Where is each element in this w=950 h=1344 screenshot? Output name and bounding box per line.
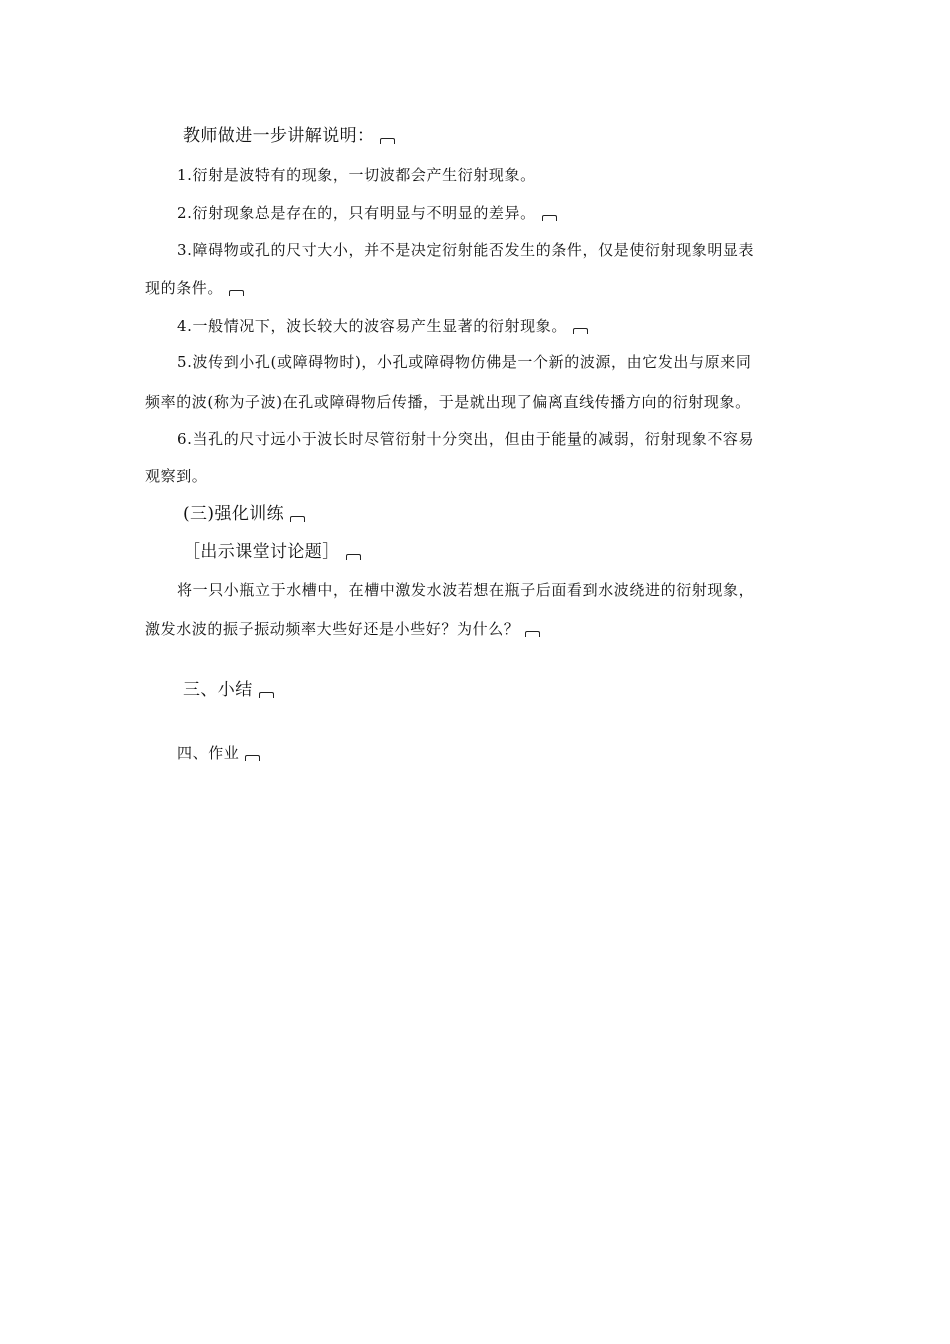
homework-heading-text: 四、作业 bbox=[177, 744, 240, 762]
section-3-heading bbox=[183, 504, 305, 524]
paragraph-mark-icon bbox=[573, 328, 588, 334]
point-3-text-a: 3.障碍物或孔的尺寸大小，并不是决定衍射能否发生的条件，仅是使衍射现象明显表 bbox=[177, 241, 755, 259]
point-5-line-1 bbox=[177, 352, 751, 372]
summary-heading bbox=[183, 680, 274, 700]
discussion-heading-text: ［出示课堂讨论题］ bbox=[183, 542, 340, 562]
point-2 bbox=[177, 203, 557, 223]
paragraph-mark-icon bbox=[229, 290, 244, 296]
question-text-a: 将一只小瓶立于水槽中，在槽中激发水波若想在瓶子后面看到水波绕进的衍射现象， bbox=[177, 581, 755, 599]
point-2-text: 2.衍射现象总是存在的，只有明显与不明显的差异。 bbox=[177, 204, 536, 222]
question-line-1 bbox=[177, 580, 754, 600]
homework-heading bbox=[177, 743, 260, 763]
point-6-text-a: 6.当孔的尺寸远小于波长时尽管衍射十分突出，但由于能量的减弱，衍射现象不容易 bbox=[177, 430, 755, 448]
section-3-heading-text: (三)强化训练 bbox=[183, 504, 285, 524]
point-1-text: 1.衍射是波特有的现象，一切波都会产生衍射现象。 bbox=[177, 166, 536, 184]
point-5-text-a: 5.波传到小孔(或障碍物时)，小孔或障碍物仿佛是一个新的波源，由它发出与原来同 bbox=[177, 353, 752, 371]
paragraph-mark-icon bbox=[259, 692, 274, 698]
paragraph-mark-icon bbox=[542, 215, 557, 221]
paragraph-mark-icon bbox=[245, 755, 260, 761]
point-5-text-b: 频率的波(称为子波)在孔或障碍物后传播，于是就出现了偏离直线传播方向的衍射现象。 bbox=[145, 393, 751, 411]
point-6-text-b: 观察到。 bbox=[145, 467, 208, 485]
point-5-line-2 bbox=[145, 392, 751, 412]
question-line-2 bbox=[145, 619, 540, 639]
paragraph-mark-icon bbox=[380, 138, 395, 144]
discussion-heading bbox=[183, 542, 361, 562]
point-4-text: 4.一般情况下，波长较大的波容易产生显著的衍射现象。 bbox=[177, 317, 567, 335]
paragraph-mark-icon bbox=[525, 631, 540, 637]
question-text-b: 激发水波的振子振动频率大些好还是小些好？为什么？ bbox=[145, 620, 520, 638]
summary-heading-text: 三、小结 bbox=[183, 680, 253, 700]
paragraph-mark-icon bbox=[290, 516, 305, 522]
point-1 bbox=[177, 165, 536, 185]
point-3-line-1 bbox=[177, 240, 754, 260]
point-6-line-1 bbox=[177, 429, 754, 449]
paragraph-mark-icon bbox=[346, 554, 361, 560]
intro-text: 教师做进一步讲解说明： bbox=[183, 126, 375, 146]
intro-line bbox=[183, 126, 395, 146]
point-4 bbox=[177, 316, 588, 336]
point-3-line-2 bbox=[145, 278, 244, 298]
point-3-text-b: 现的条件。 bbox=[145, 279, 224, 297]
point-6-line-2 bbox=[145, 466, 207, 486]
